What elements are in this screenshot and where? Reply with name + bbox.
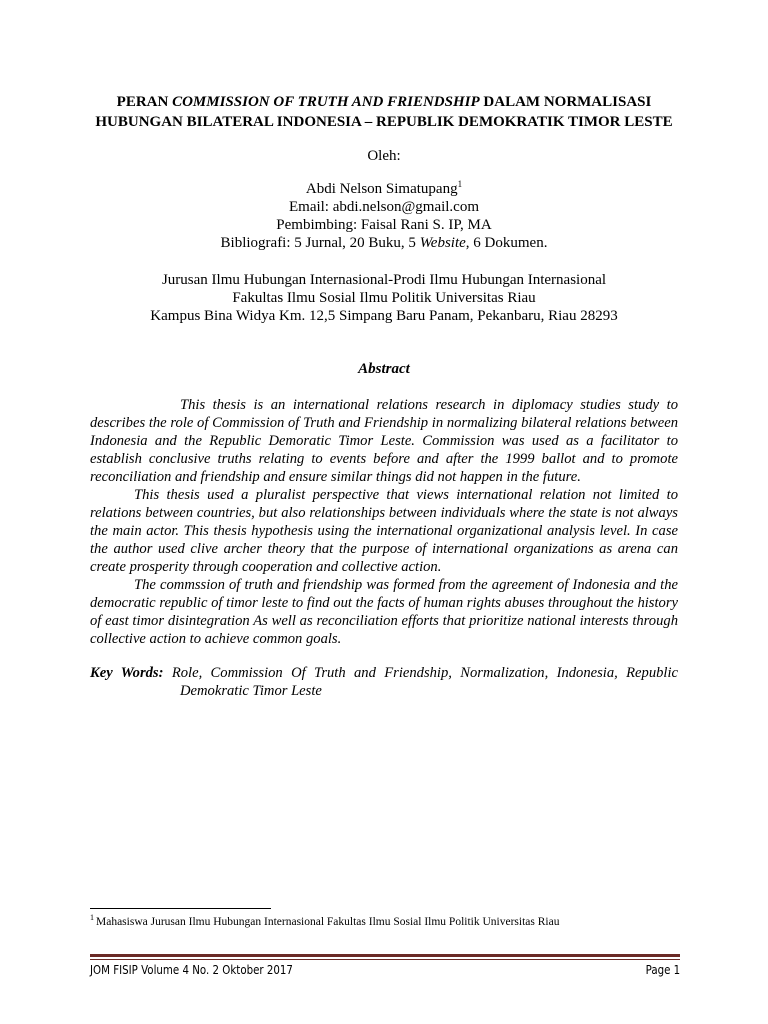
footnote [90,915,690,929]
author-name-line [60,180,708,198]
page-number: Page 1 [645,962,680,977]
supervisor: Pembimbing: Faisal Rani S. IP, MA [276,217,492,233]
bibliography-italic: Website [419,235,466,251]
title-line-2: HUBUNGAN BILATERAL INDONESIA – REPUBLIK DEMOKRATIK TIMOR LESTE [95,114,673,130]
affiliation-line-3: Kampus Bina Widya Km. 12,5 Simpang Baru Panam, Pekanbaru, Riau 28293 [150,308,618,324]
footnote-divider [90,908,271,909]
abstract-heading: Abstract [358,361,410,377]
title-line-1 [80,92,688,112]
bibliography-prefix: Bibliografi: 5 Jurnal, 20 Buku, 5 [220,235,420,251]
affiliation-line-1: Jurusan Ilmu Hubungan Internasional-Prodi Ilmu Hubungan Internasional [161,272,607,288]
author-block [60,180,708,252]
title-prefix: PERAN [116,94,173,110]
title-italic: COMMISSION OF TRUTH AND FRIENDSHIP [172,94,480,110]
footnote-number: 1 [90,913,94,923]
keywords-text: Role, Commission Of Truth and Friendship, Normalization, Indonesia, Republic Demokratic Timor Leste [171,665,679,699]
journal-info: JOM FISIP Volume 4 No. 2 Oktober 2017 [90,962,293,977]
footer-rule-thin [90,959,680,960]
affiliation-line-2: Fakultas Ilmu Sosial Ilmu Politik Universitas Riau [232,290,536,306]
author-footnote-mark: 1 [457,179,463,189]
abstract-paragraph: This thesis used a pluralist perspective that views international relation not limited to relations between countries, but also relationships between individuals where the state is not always the main actor. This thesis hypothesis using the international organizational analysis level. In case the author used clive archer theory that the purpose of international organizations as arena can create prosperity through cooperation and collective action. [90,487,678,575]
keywords-label: Key Words: [90,665,164,681]
abstract-paragraph: The commssion of truth and friendship was formed from the agreement of Indonesia and the democratic republic of timor leste to find out the facts of human rights abuses throughout the history of east timor disintegration As well as reconciliation efforts that prioritize national interests through collective action to achieve common goals. [90,577,678,647]
author-name: Abdi Nelson Simatupang [305,181,458,197]
keywords [90,664,678,700]
abstract-body [90,396,678,648]
title-suffix: DALAM NORMALISASI [479,94,652,110]
oleh-label: Oleh: [367,148,401,164]
paper-title [80,92,688,132]
footer-rule-thick [90,954,680,957]
author-email: Email: abdi.nelson@gmail.com [288,199,480,215]
abstract-paragraph: This thesis is an international relations research in diplomacy studies study to describes the role of Commission of Truth and Friendship in normalizing bilateral relations between Indonesia and the Republic Demoratic Timor Leste. Commission was used as a facilitator to establish conclusive truths relating to events before and after the 1999 ballot and to promote reconciliation and friendship and ensure similar things did not happen in the future. [90,397,678,485]
bibliography-suffix: , 6 Dokumen. [465,235,548,251]
affiliation-block [60,271,708,325]
bibliography [60,234,708,252]
footnote-text: Mahasiswa Jurusan Ilmu Hubungan Internasional Fakultas Ilmu Sosial Ilmu Politik Universitas Riau [96,916,560,928]
